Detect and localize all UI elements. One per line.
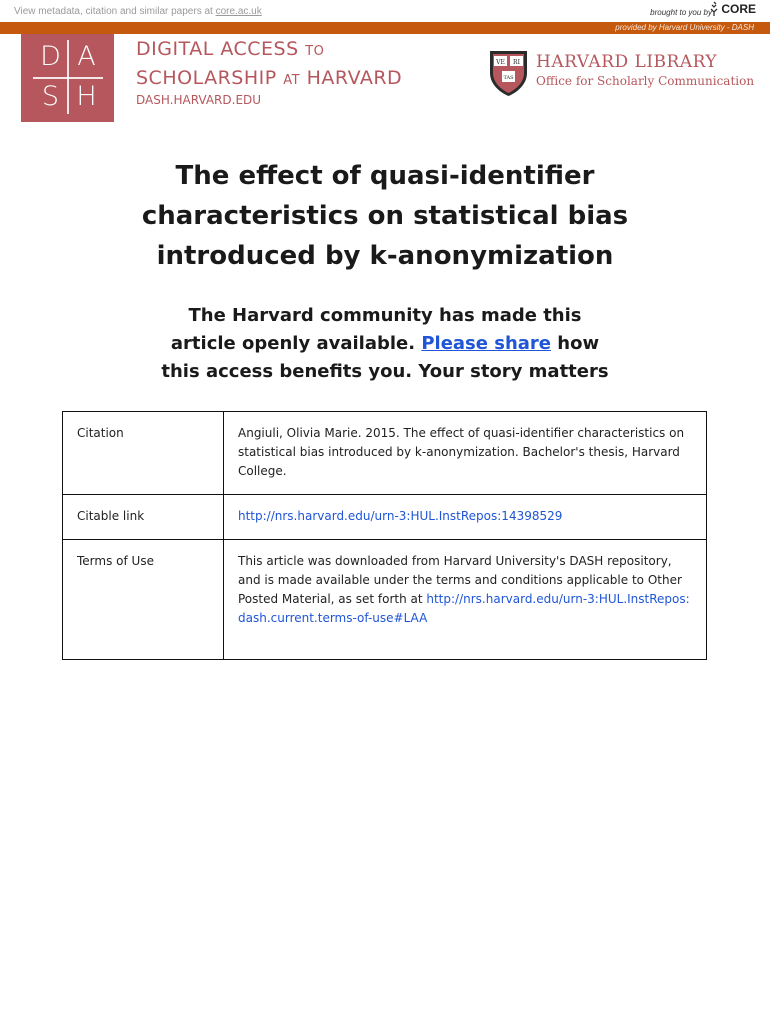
community-text: how [551,333,600,354]
provided-by-text: provided by Harvard University - DASH [615,23,754,32]
core-logo-text: CORE [721,2,756,16]
dash-url: DASH.HARVARD.EDU [136,93,262,107]
metadata-table [62,411,707,660]
brought-to-you-label: brought to you by [650,8,712,17]
dash-title-text: DIGITAL ACCESS [136,38,299,60]
core-metadata-link-text [14,6,262,17]
terms-text: This article was downloaded from Harvard University's DASH repository, and is made available under the terms and conditions applicable to Other Posted Material, as set forth at [238,554,682,606]
shield-letters: VE [496,59,505,66]
harvard-library-name: HARVARD LIBRARY [536,52,718,72]
table-key: Citation [63,412,224,495]
shield-letters: TAS [503,75,514,81]
core-bar [0,0,770,22]
community-message [100,302,670,386]
dash-logo-divider [67,40,69,114]
dash-title-text: SCHOLARSHIP [136,67,277,89]
harvard-library-subtitle: Office for Scholarly Communication [536,74,755,88]
harvard-veritas-shield-icon [488,49,529,97]
table-row [63,495,707,540]
shield-letters: RI [513,59,520,66]
dash-title-line2 [136,65,402,94]
citation-value: Angiuli, Olivia Marie. 2015. The effect of quasi-identifier characteristics on statistical bias introduced by k-anonymization. Bachelor's thesis, Harvard College. [224,412,707,495]
citable-link-cell [224,495,707,540]
core-logo-icon [709,1,719,17]
provided-by-bar [0,22,770,34]
community-line: this access benefits you. Your story matters [161,361,609,382]
table-key: Citable link [63,495,224,540]
table-key: Terms of Use [63,540,224,660]
dash-logo [21,34,114,122]
dash-title [136,36,402,94]
please-share-link[interactable]: Please share [421,333,552,354]
core-link-prefix: View metadata, citation and similar papers at [14,6,216,17]
title-line: The effect of quasi-identifier [175,161,595,191]
dash-logo-letter: S [41,81,60,112]
dash-logo-letter: A [77,41,96,72]
page-title [60,156,710,276]
citable-link[interactable]: http://nrs.harvard.edu/urn-3:HUL.InstRepos:14398529 [238,509,563,523]
title-line: introduced by k-anonymization [156,241,614,271]
core-logo[interactable] [721,2,756,16]
community-text: article openly available. [170,333,422,354]
community-line: The Harvard community has made this [188,305,582,326]
dash-title-small: TO [305,44,325,59]
dash-logo-letter: H [76,81,97,112]
terms-of-use-link[interactable]: http://nrs.harvard.edu/urn-3:HUL.InstRepos:dash.current.terms-of-use#LAA [238,592,690,625]
community-line [100,330,670,358]
dash-title-small: AT [283,73,301,88]
table-row [63,412,707,495]
dash-logo-letter: D [40,41,61,72]
dash-title-line1 [136,36,402,65]
table-row [63,540,707,660]
title-line: characteristics on statistical bias [141,201,629,231]
terms-of-use-value [224,540,707,660]
core-link[interactable]: core.ac.uk [215,6,262,17]
dash-title-text: HARVARD [306,67,403,89]
